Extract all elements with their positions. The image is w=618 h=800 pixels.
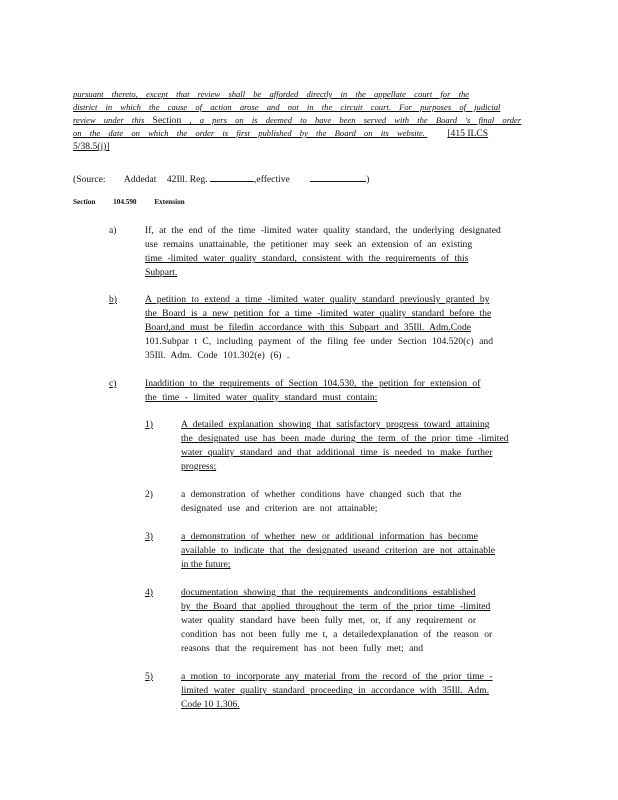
subitem-1-line-1: A detailed explanation showing that satisfactory progress toward attaining [181, 419, 490, 430]
item-c-line-2: the time - limited water quality standard must contain: [145, 392, 378, 403]
subitem-5-line-3: Code 10 1.306. [181, 699, 240, 710]
subitem-5-line-2: limited water quality standard proceeding in accordance with 35Ill. Adm. [181, 685, 490, 696]
subitem-3-line-3: in the future; [181, 559, 231, 570]
intro-line-4-text: on the date on which the order is first published by the Board on its website. [73, 128, 425, 138]
item-c-label: c) [109, 378, 117, 389]
item-b-line-3: Board,and must be filedin accordance with this Subpart and 35Ill. Adm.Code [145, 322, 472, 333]
intro-line-1: pursuant thereto, except that review shall be afforded directly in the appellate court for the [73, 89, 470, 99]
subitem-2-label: 2) [145, 489, 153, 500]
subitem-4-label: 4) [145, 587, 153, 598]
subitem-4-line-2: by the Board that applied throughout the term of the prior time -limited [181, 601, 491, 612]
ilcs-reference: [415 ILCS [447, 128, 489, 139]
item-b-line-2: the Board is a new petition for a time -limited water quality standard before the [145, 308, 492, 319]
item-a-label: a) [109, 225, 117, 236]
item-b-label: b) [109, 294, 117, 305]
source-label: (Source: [73, 174, 106, 185]
item-b-line-5: 35Ill. Adm. Code 101.302(e) (6) . [145, 350, 290, 361]
item-b-line-1: A petition to extend a time -limited water quality standard previously granted by [145, 294, 490, 305]
subitem-5-line-1: a motion to incorporate any material from the record of the prior time - [181, 671, 493, 682]
subitem-3-line-1: a demonstration of whether new or additional information has become [181, 531, 478, 542]
subitem-1-line-4: progress; [181, 461, 217, 472]
item-b-line-4: 101.Subpar t C, including payment of the filing fee under Section 104.520(c) and [145, 336, 493, 347]
effective-blank [310, 172, 366, 182]
subitem-4-line-5: reasons that the requirement has not been fully met; and [181, 643, 423, 654]
source-register: 42Ill. Reg. [166, 174, 208, 185]
item-a-line-3: time -limited water quality standard, consistent with the requirements of this [145, 253, 469, 264]
subitem-4-line-1: documentation showing that the requirements andconditions established [181, 587, 476, 598]
heading-title: Extension [154, 198, 185, 206]
intro-line-5: 5/38.5(j)] [73, 141, 110, 152]
item-a-line-1: If, at the end of the time -limited water quality standard, the underlying designated [145, 225, 501, 236]
intro-section-word: Section [152, 115, 182, 126]
subitem-5-label: 5) [145, 671, 153, 682]
intro-line-2: district in which the cause of action arose and not in the circuit court. For purposes of judicial [73, 102, 501, 112]
subitem-3-line-2: available to indicate that the designated useand criterion are not attainable [181, 545, 495, 556]
source-added: Addedat [123, 174, 157, 185]
item-c-line-1: Inaddition to the requirements of Section 104.530, the petition for extension of [145, 378, 481, 389]
register-blank [210, 172, 254, 182]
subitem-1-line-3: water quality standard and that additional time is needed to make further [181, 447, 493, 458]
subitem-2-line-1: a demonstration of whether conditions have changed such that the [181, 489, 462, 500]
heading-section: Section [73, 198, 96, 206]
source-close: ) [366, 174, 370, 185]
subitem-1-label: 1) [145, 419, 153, 430]
source-effective: ,effective [254, 174, 290, 185]
subitem-4-line-4: condition has not been fully me t, a detailedexplanation of the reason or [181, 629, 493, 640]
source-note [73, 172, 369, 185]
item-a-line-2: use remains unattainable, the petitioner may seek an extension of an existing [145, 239, 473, 250]
item-a-line-4: Subpart. [145, 267, 178, 278]
subitem-1-line-2: the designated use has been made during the term of the prior time -limited [181, 433, 509, 444]
heading-number: 104.590 [113, 198, 137, 206]
intro-line-4 [73, 128, 488, 139]
subitem-4-line-3: water quality standard have been fully met, or, if any requirement or [181, 615, 477, 626]
subitem-3-label: 3) [145, 531, 153, 542]
subitem-2-line-2: designated use and criterion are not attainable; [181, 503, 378, 514]
section-heading [73, 197, 185, 208]
intro-line-3: review under this Section , a pers on is deemed to have been served with the Board 's final order [73, 115, 522, 126]
